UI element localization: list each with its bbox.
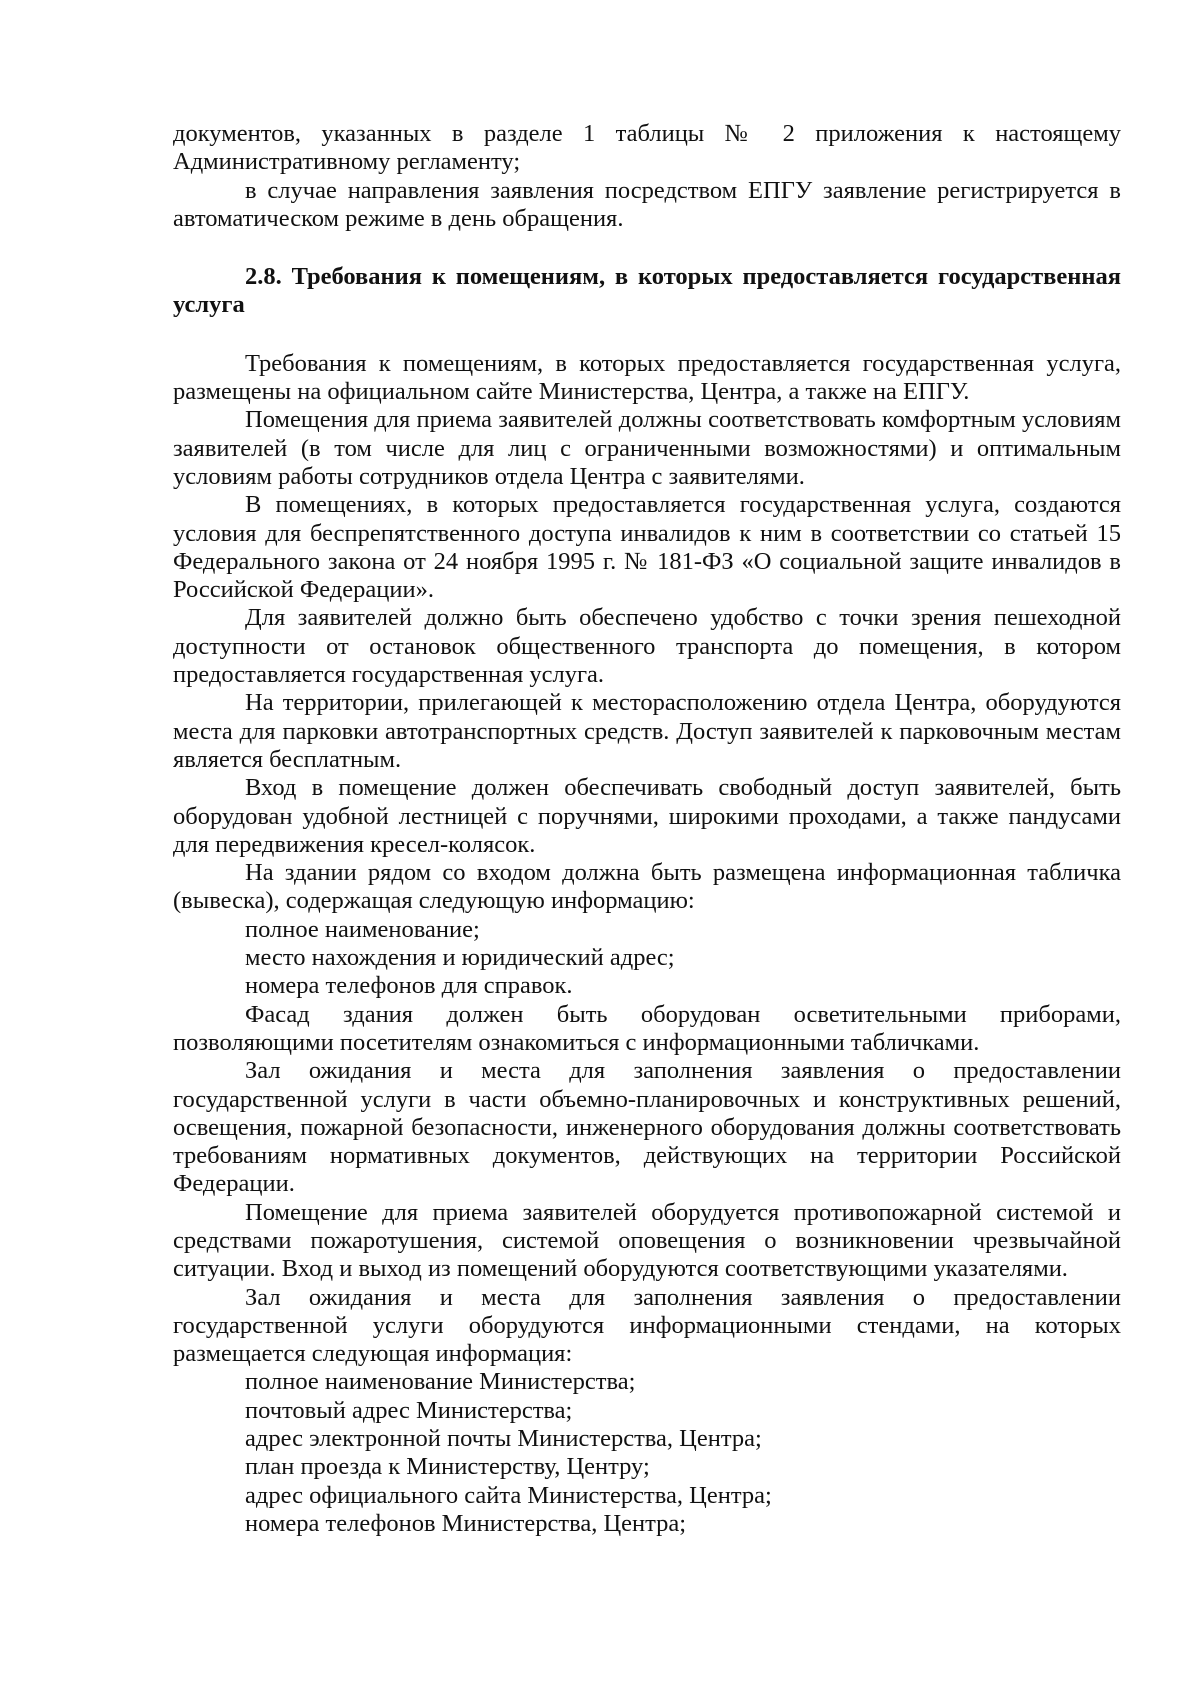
paragraph: Фасад здания должен быть оборудован осветительными приборами, позволяющими посетителям ознакомиться с информационными табличками. xyxy=(173,1000,1121,1056)
list-item: почтовый адрес Министерства; xyxy=(245,1396,573,1424)
section-heading: 2.8. Требования к помещениям, в которых предоставляется государственная услуга xyxy=(173,263,1121,319)
list-item: полное наименование Министерства; xyxy=(245,1368,636,1396)
paragraph: На здании рядом со входом должна быть размещена информационная табличка (вывеска), содержащая следующую информацию: xyxy=(173,859,1121,915)
paragraph: Помещения для приема заявителей должны соответствовать комфортным условиям заявителей (в том числе для лиц с ограниченными возможностями) и оптимальным условиям работы сотрудников отдела Центра с заявителями. xyxy=(173,406,1121,490)
list-item: номера телефонов для справок. xyxy=(245,972,573,1000)
list-item: место нахождения и юридический адрес; xyxy=(245,944,675,972)
paragraph: Для заявителей должно быть обеспечено удобство с точки зрения пешеходной доступности от остановок общественного транспорта до помещения, в котором предоставляется государственная услуга. xyxy=(173,604,1121,689)
paragraph: в случае направления заявления посредством ЕПГУ заявление регистрируется в автоматическом режиме в день обращения. xyxy=(173,176,1121,232)
list-item: полное наименование; xyxy=(245,915,480,943)
paragraph: Зал ожидания и места для заполнения заявления о предоставлении государственной услуги в части объемно-планировочных и конструктивных решений, освещения, пожарной безопасности, инженерного оборудования должны соответствовать требованиям нормативных документов, действующих на территории Российской Федерации. xyxy=(173,1057,1121,1198)
list-item: план проезда к Министерству, Центру; xyxy=(245,1453,650,1481)
paragraph: Требования к помещениям, в которых предоставляется государственная услуга, размещены на официальном сайте Министерства, Центра, а также на ЕПГУ. xyxy=(173,349,1121,406)
paragraph: Вход в помещение должен обеспечивать свободный доступ заявителей, быть оборудован удобной лестницей с поручнями, широкими проходами, а также пандусами для передвижения кресел-колясок. xyxy=(173,774,1121,858)
list-item: адрес электронной почты Министерства, Центра; xyxy=(245,1425,762,1453)
paragraph: В помещениях, в которых предоставляется государственная услуга, создаются условия для беспрепятственного доступа инвалидов к ним в соответствии со статьей 15 Федерального закона от 24 ноября 1995 г. № 181-ФЗ «О социальной защите инвалидов в Российской Федерации». xyxy=(173,491,1121,604)
paragraph: документов, указанных в разделе 1 таблицы № 2 приложения к настоящему Административному регламенту; xyxy=(173,120,1121,176)
paragraph: Зал ожидания и места для заполнения заявления о предоставлении государственной услуги оборудуются информационными стендами, на которых размещается следующая информация: xyxy=(173,1283,1121,1368)
list-item: номера телефонов Министерства, Центра; xyxy=(245,1509,687,1537)
document-page xyxy=(173,120,1121,1538)
list-item: адрес официального сайта Министерства, Центра; xyxy=(245,1481,772,1509)
paragraph: Помещение для приема заявителей оборудуется противопожарной системой и средствами пожаротушения, системой оповещения о возникновении чрезвычайной ситуации. Вход и выход из помещений оборудуются соответствующими указателями. xyxy=(173,1198,1121,1283)
paragraph: На территории, прилегающей к месторасположению отдела Центра, оборудуются места для парковки автотранспортных средств. Доступ заявителей к парковочным местам является бесплатным. xyxy=(173,689,1121,773)
